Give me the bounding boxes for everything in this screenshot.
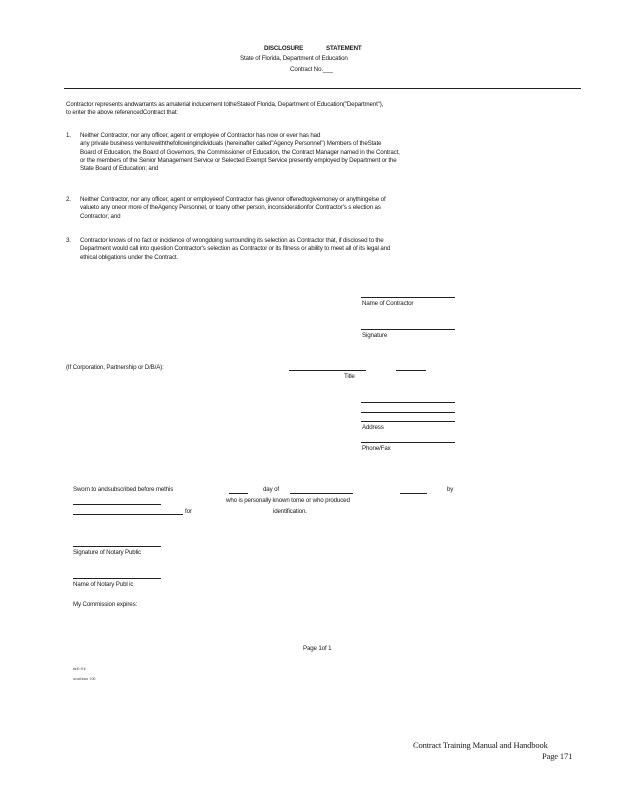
phone-fax-label: Phone/Fax bbox=[362, 445, 391, 452]
notary-name-line[interactable] bbox=[73, 578, 161, 579]
item-2-line: Contractor; and bbox=[80, 212, 121, 220]
item-3-line: Contractor knows of no fact or incidence of wrongdoing surrounding its selection as Contractor that, if disclosed to the bbox=[80, 237, 384, 244]
address-line-1[interactable] bbox=[361, 402, 455, 403]
signature-label: Signature bbox=[362, 332, 388, 339]
item-2-line: Neither Contractor, nor any officer, agent or employeeof Contractor has givenor offeredtogivemoney or anythingelse of bbox=[80, 196, 386, 203]
identification-text: identification. bbox=[273, 508, 307, 515]
month-blank[interactable] bbox=[290, 493, 353, 494]
corporation-label: (If Corporation, Partnership or D/B/A): bbox=[66, 364, 164, 371]
day-blank[interactable] bbox=[229, 493, 248, 494]
item-3-line: ethical obligations under the Contract. bbox=[80, 253, 179, 261]
title-label: Title bbox=[344, 373, 355, 380]
item-1-number: 1. bbox=[66, 132, 71, 139]
name-of-contractor-line[interactable] bbox=[361, 297, 455, 298]
corporation-extra-line[interactable] bbox=[396, 370, 426, 371]
phone-fax-line[interactable] bbox=[361, 442, 455, 443]
year-blank[interactable] bbox=[400, 493, 427, 494]
item-1-line: Neither Contractor, nor any officer, agent or employee of Contractor has now or ever has had bbox=[80, 132, 321, 139]
intro-line-2: to enter the above referencedContract that: bbox=[66, 109, 178, 117]
by-text: by bbox=[447, 486, 454, 493]
title-statement: STATEMENT bbox=[326, 45, 362, 52]
page-number-text: Page 1of 1 bbox=[303, 645, 332, 652]
address-line-2[interactable] bbox=[361, 412, 455, 413]
item-3-line: Department would call into question Contractor's selection as Contractor or its fitness or ability to meet all of its legal and bbox=[80, 245, 391, 253]
notary-signature-line[interactable] bbox=[73, 546, 161, 547]
item-1-line: or the members of the Senior Management Service or Selected Exempt Service presently employed by Department or the bbox=[80, 156, 397, 164]
item-3-number: 3. bbox=[66, 237, 71, 244]
footer-page-number: Page 171 bbox=[542, 751, 573, 761]
who-is-personally-known-text: who is personally known tome or who produced bbox=[226, 497, 350, 504]
notary-signature-label: Signature of Notary Public bbox=[73, 549, 141, 556]
item-1-line: any private business venturewiththefollowingindividuals (hereinafter called"Agency Personnel") Members of theState bbox=[80, 140, 382, 148]
item-1-text bbox=[80, 132, 400, 173]
name-of-contractor-label: Name of Contractor bbox=[362, 300, 414, 307]
signature-line[interactable] bbox=[361, 329, 455, 330]
intro-paragraph bbox=[66, 101, 383, 118]
address-line-3[interactable] bbox=[361, 421, 455, 422]
item-2-number: 2. bbox=[66, 196, 71, 203]
header-divider bbox=[64, 88, 581, 89]
contract-number-line: Contract No.___ bbox=[290, 66, 333, 73]
affiant-name-line[interactable] bbox=[73, 504, 161, 505]
address-label: Address bbox=[362, 424, 384, 431]
commission-expires-label: My Commission expires: bbox=[73, 601, 138, 608]
intro-line-1: Contractor represents andwarrants as amaterial inducement totheStateof Florida, Department of Education("Department"), bbox=[66, 101, 384, 108]
tiny-marks-row-2: ui ooi Iuno ·I 00 bbox=[73, 677, 96, 681]
item-2-text bbox=[80, 196, 386, 221]
item-1-line: State Board of Education; and bbox=[80, 165, 159, 173]
item-1-line: Board of Education, the Board of Governors, the Commissioner of Education, the Contract Manager named in the Contract, bbox=[80, 148, 400, 156]
sworn-text: Sworn to andsubscribed before methis bbox=[73, 486, 174, 493]
notary-name-label: Name of Notary Publ ic bbox=[73, 581, 134, 588]
title-disclosure: DISCLOSURE bbox=[264, 45, 304, 52]
item-3-text bbox=[80, 237, 390, 262]
for-text: for bbox=[185, 508, 192, 515]
identification-type-line[interactable] bbox=[73, 514, 183, 515]
header-subtitle: State of Florida, Department of Education bbox=[240, 55, 348, 62]
tiny-marks-row-1: ta I0 :9 II bbox=[73, 667, 86, 671]
item-2-line: valueto any oneor more of theAgency Personnel, or toany other person, inconsiderationfor Contractor's s election as bbox=[80, 204, 381, 212]
corporation-name-line[interactable] bbox=[289, 370, 366, 371]
footer-handbook-title: Contract Training Manual and Handbook bbox=[413, 740, 548, 750]
day-of-text: day of bbox=[263, 486, 279, 493]
